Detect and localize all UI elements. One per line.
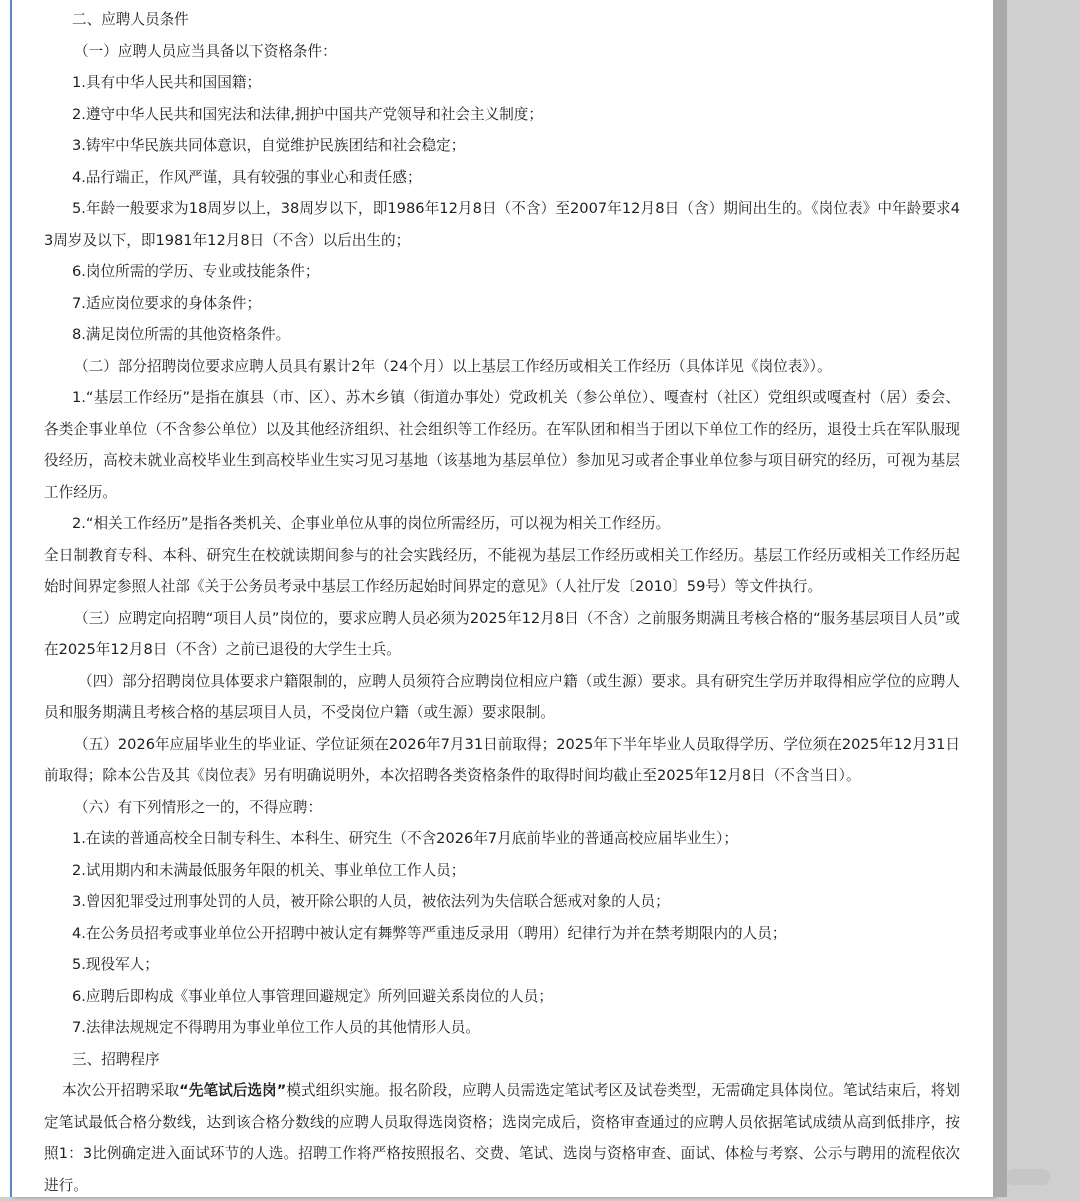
- s1-item-6: 6.岗位所需的学历、专业或技能条件；: [72, 263, 320, 280]
- section-heading-3: 三、招聘程序: [72, 1050, 160, 1068]
- s1-item-4: 4.品行端正，作风严谨，具有较强的事业心和责任感；: [72, 168, 422, 186]
- s6-item-3: 3.曾因犯罪受过刑事处罚的人员，被开除公职的人员，被依法列为失信联合惩戒对象的人员；: [72, 893, 670, 910]
- procedure-text-post: 模式组织实施。报名阶段，应聘人员需选定笔试考区及试卷类型，无需确定具体岗位。笔试结束后，将划定笔试最低合格分数线，达到该合格分数线的应聘人员取得选岗资格；选岗完成后，资格审查通过的应聘人员依据笔试成绩从高到低排序，按照1：3比例确定进入面试环节的人选。招聘工作将严格按照报名、交费、笔试、选岗与资格审查、面试、体检与考察、公示与聘用的流程依次进行。: [44, 1082, 960, 1194]
- s6-item-1: 1.在读的普通高校全日制专科生、本科生、研究生（不含2026年7月底前毕业的普通高校应届毕业生）；: [72, 830, 738, 847]
- s1-item-8: 8.满足岗位所需的其他资格条件。: [72, 326, 291, 343]
- subsection-2-title: （二）部分招聘岗位要求应聘人员具有累计2年（24个月）以上基层工作经历或相关工作经历（具体详见《岗位表》）。: [74, 357, 832, 375]
- subsection-5: （五）2026年应届毕业生的毕业证、学位证须在2026年7月31日前取得；2025年下半年毕业人员取得学历、学位须在2025年12月31日前取得；除本公告及其《岗位表》另有明确说明外，本次招聘各类资格条件的取得时间均截止至2025年12月8日（不含当日）。: [44, 735, 960, 784]
- left-margin: [0, 0, 10, 1197]
- s1-item-5: 5.年龄一般要求为18周岁以上，38周岁以下，即1986年12月8日（不含）至2007年12月8日（含）期间出生的。《岗位表》中年龄要求43周岁及以下，即1981年12月8日（不含）以后出生的；: [44, 200, 960, 249]
- subsection-6-title: （六）有下列情形之一的，不得应聘：: [74, 798, 323, 816]
- page-shadow-edge: [993, 0, 1007, 1197]
- subsection-1-title: （一）应聘人员应当具备以下资格条件：: [74, 42, 337, 60]
- s1-item-1: 1.具有中华人民共和国国籍；: [72, 74, 262, 91]
- s6-item-7: 7.法律法规规定不得聘用为事业单位工作人员的其他情形人员。: [72, 1019, 480, 1036]
- s1-item-2: 2.遵守中华人民共和国宪法和法律,拥护中国共产党领导和社会主义制度；: [72, 105, 543, 123]
- subsection-3: （三）应聘定向招聘“项目人员”岗位的，要求应聘人员必须为2025年12月8日（不含）之前服务期满且考核合格的“服务基层项目人员”或在2025年12月8日（不含）之前已退役的大学生士兵。: [44, 609, 960, 658]
- s6-item-5: 5.现役军人；: [72, 956, 159, 973]
- subsection-4: （四）部分招聘岗位具体要求户籍限制的，应聘人员须符合应聘岗位相应户籍（或生源）要求。具有研究生学历并取得相应学位的应聘人员和服务期满且考核合格的基层项目人员，不受岗位户籍（或生源）要求限制。: [44, 672, 960, 721]
- procedure-text-pre: 本次公开招聘采取: [62, 1082, 180, 1099]
- s2-note: 全日制教育专科、本科、研究生在校就读期间参与的社会实践经历，不能视为基层工作经历或相关工作经历。基层工作经历或相关工作经历起始时间界定参照人社部《关于公务员考录中基层工作经历起始时间界定的意见》（人社厅发〔2010〕59号）等文件执行。: [44, 546, 960, 595]
- s2-item-1: 1.“基层工作经历”是指在旗县（市、区）、苏木乡镇（街道办事处）党政机关（参公单位）、嘎查村（社区）党组织或嘎查村（居）委会、各类企事业单位（不含参公单位）以及其他经济组织、社会组织等工作经历。在军队团和相当于团以下单位工作的经历，退役士兵在军队服现役经历，高校未就业高校毕业生到高校毕业生实习见习基地（该基地为基层单位）参加见习或者企事业单位参与项目研究的经历，可视为基层工作经历。: [44, 389, 960, 501]
- s2-item-2: 2.“相关工作经历”是指各类机关、企事业单位从事的岗位所需经历，可以视为相关工作经历。: [72, 515, 671, 532]
- s1-item-3: 3.铸牢中华民族共同体意识，自觉维护民族团结和社会稳定；: [72, 137, 466, 154]
- s1-item-7: 7.适应岗位要求的身体条件；: [72, 294, 262, 312]
- s6-item-2: 2.试用期内和未满最低服务年限的机关、事业单位工作人员；: [72, 861, 466, 879]
- s6-item-6: 6.应聘后即构成《事业单位人事管理回避规定》所列回避关系岗位的人员；: [72, 987, 553, 1005]
- watermark: [1006, 1169, 1050, 1185]
- document-body: [44, 4, 960, 1201]
- section-heading-2: 二、应聘人员条件: [72, 11, 189, 28]
- procedure-text-bold: “先笔试后选岗”: [179, 1082, 287, 1099]
- procedure-paragraph: [44, 1075, 960, 1201]
- page-left-border: [10, 0, 12, 1197]
- s6-item-4: 4.在公务员招考或事业单位公开招聘中被认定有舞弊等严重违反录用（聘用）纪律行为并在禁考期限内的人员；: [72, 924, 787, 942]
